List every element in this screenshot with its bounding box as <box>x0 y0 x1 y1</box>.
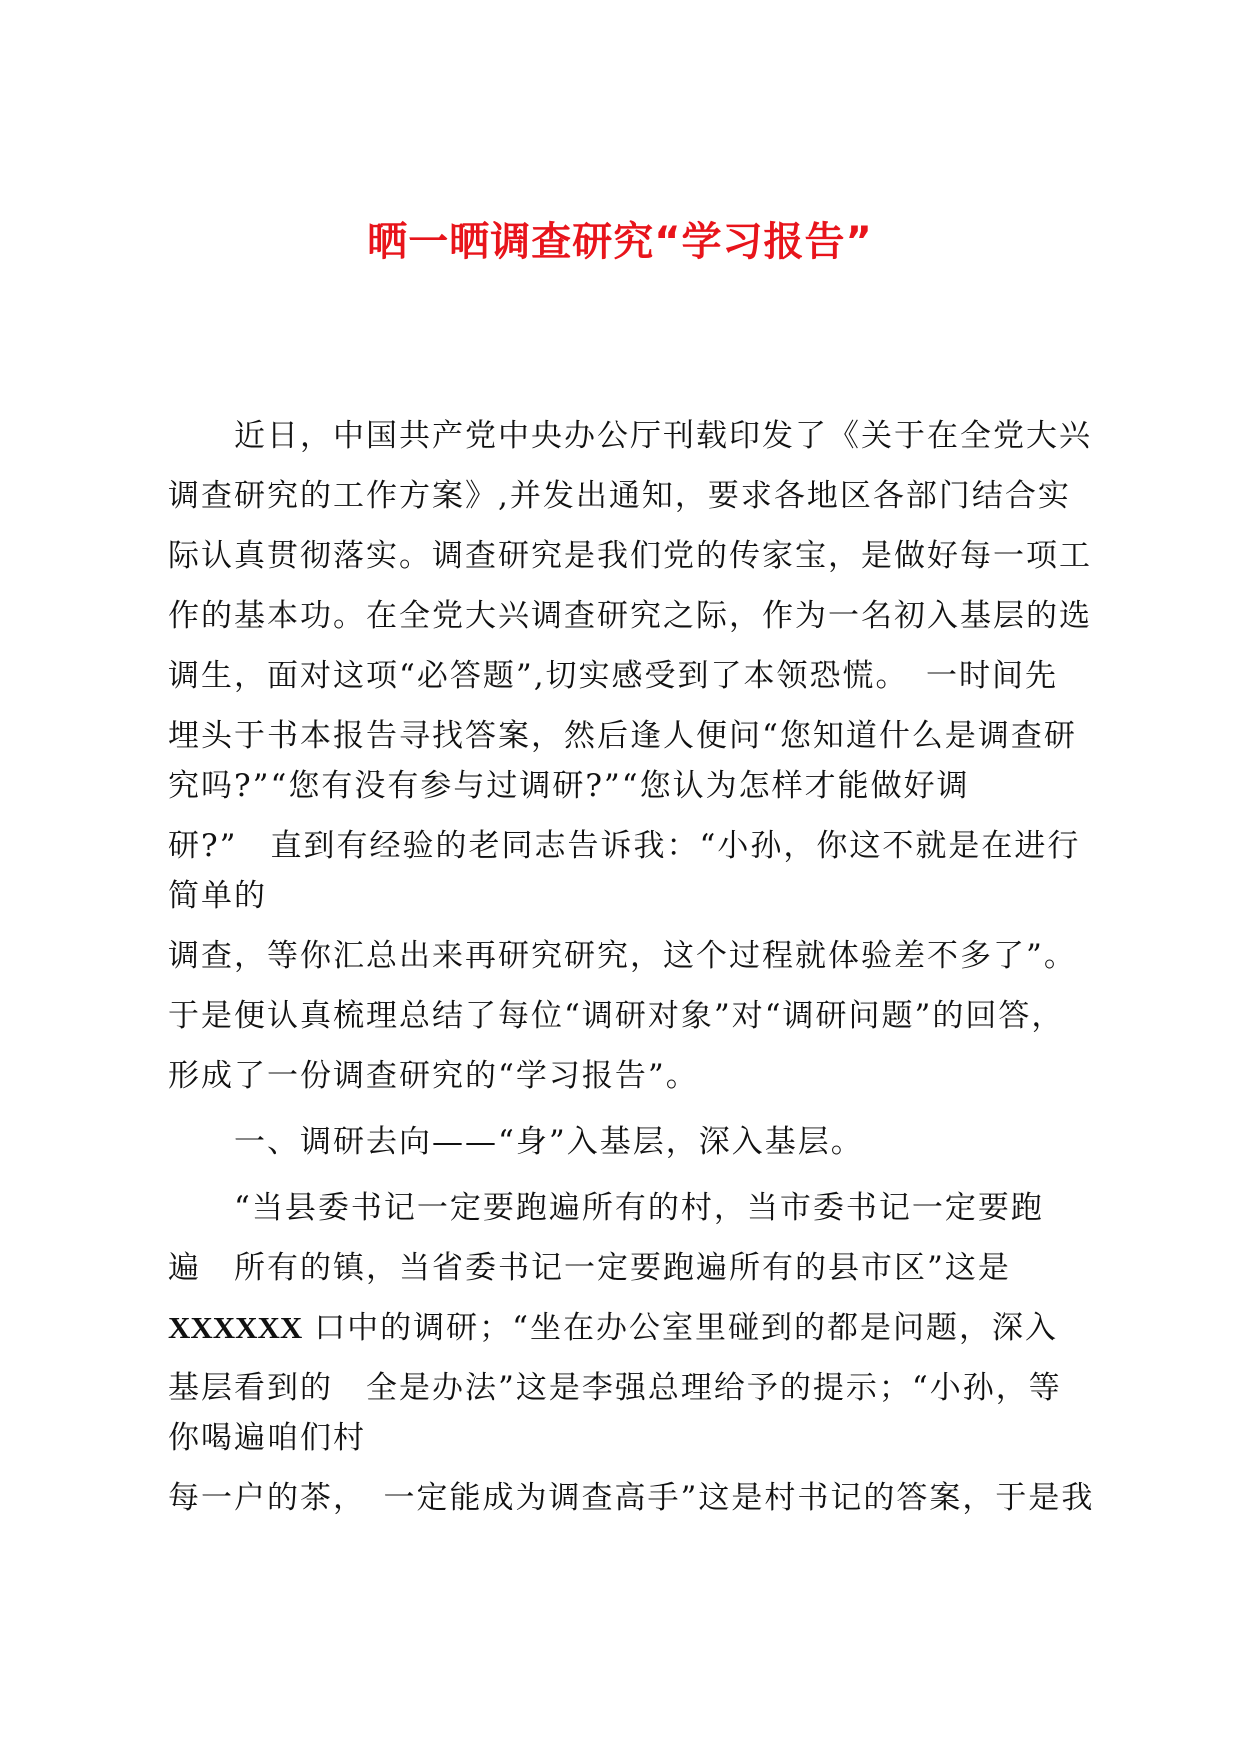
paragraph-line: “当县委书记一定要跑遍所有的村，当市委书记一定要跑 <box>234 1190 1044 1226</box>
section-heading: 一、调研去向——“身”入基层，深入基层。 <box>234 1124 864 1160</box>
paragraph-line: 每一户的茶， 一定能成为调查高手”这是村书记的答案，于是我 <box>168 1480 1095 1516</box>
paragraph-line: 作的基本功。在全党大兴调查研究之际，作为一名初入基层的选 <box>168 598 1092 634</box>
paragraph-line-text: 口中的调研；“坐在办公室里碰到的都是问题，深入 <box>314 1310 1059 1346</box>
paragraph-line: 近日，中国共产党中央办公厅刊载印发了《关于在全党大兴 <box>234 418 1092 454</box>
paragraph-line: 调查，等你汇总出来再研究研究，这个过程就体验差不多了”。 <box>168 938 1077 974</box>
paragraph-line: 调查研究的工作方案》,并发出通知，要求各地区各部门结合实 <box>168 478 1071 514</box>
paragraph-line: 简单的 <box>168 878 267 914</box>
paragraph-line: 际认真贯彻落实。调查研究是我们党的传家宝，是做好每一项工 <box>168 538 1092 574</box>
paragraph-line: 研?” 直到有经验的老同志告诉我：“小孙，你这不就是在进行 <box>168 828 1081 864</box>
redacted-name: XXXXXX <box>168 1310 303 1345</box>
paragraph-line: 遍 所有的镇，当省委书记一定要跑遍所有的县市区”这是 <box>168 1250 1011 1286</box>
document-title: 晒一晒调查研究“学习报告” <box>367 219 873 265</box>
paragraph-line: 于是便认真梳理总结了每位“调研对象”对“调研问题”的回答， <box>168 998 1065 1034</box>
paragraph-line: 你喝遍咱们村 <box>168 1420 366 1456</box>
paragraph-line <box>168 1306 1058 1350</box>
paragraph-line: 基层看到的 全是办法”这是李强总理给予的提示；“小孙，等 <box>168 1370 1062 1406</box>
paragraph-line: 埋头于书本报告寻找答案，然后逢人便问“您知道什么是调查研 <box>168 718 1077 754</box>
paragraph-line: 究吗?”“您有没有参与过调研?”“您认为怎样才能做好调 <box>168 768 970 804</box>
paragraph-line: 形成了一份调查研究的“学习报告”。 <box>168 1058 699 1094</box>
paragraph-line: 调生，面对这项“必答题”,切实感受到了本领恐慌。 一时间先 <box>168 658 1059 694</box>
